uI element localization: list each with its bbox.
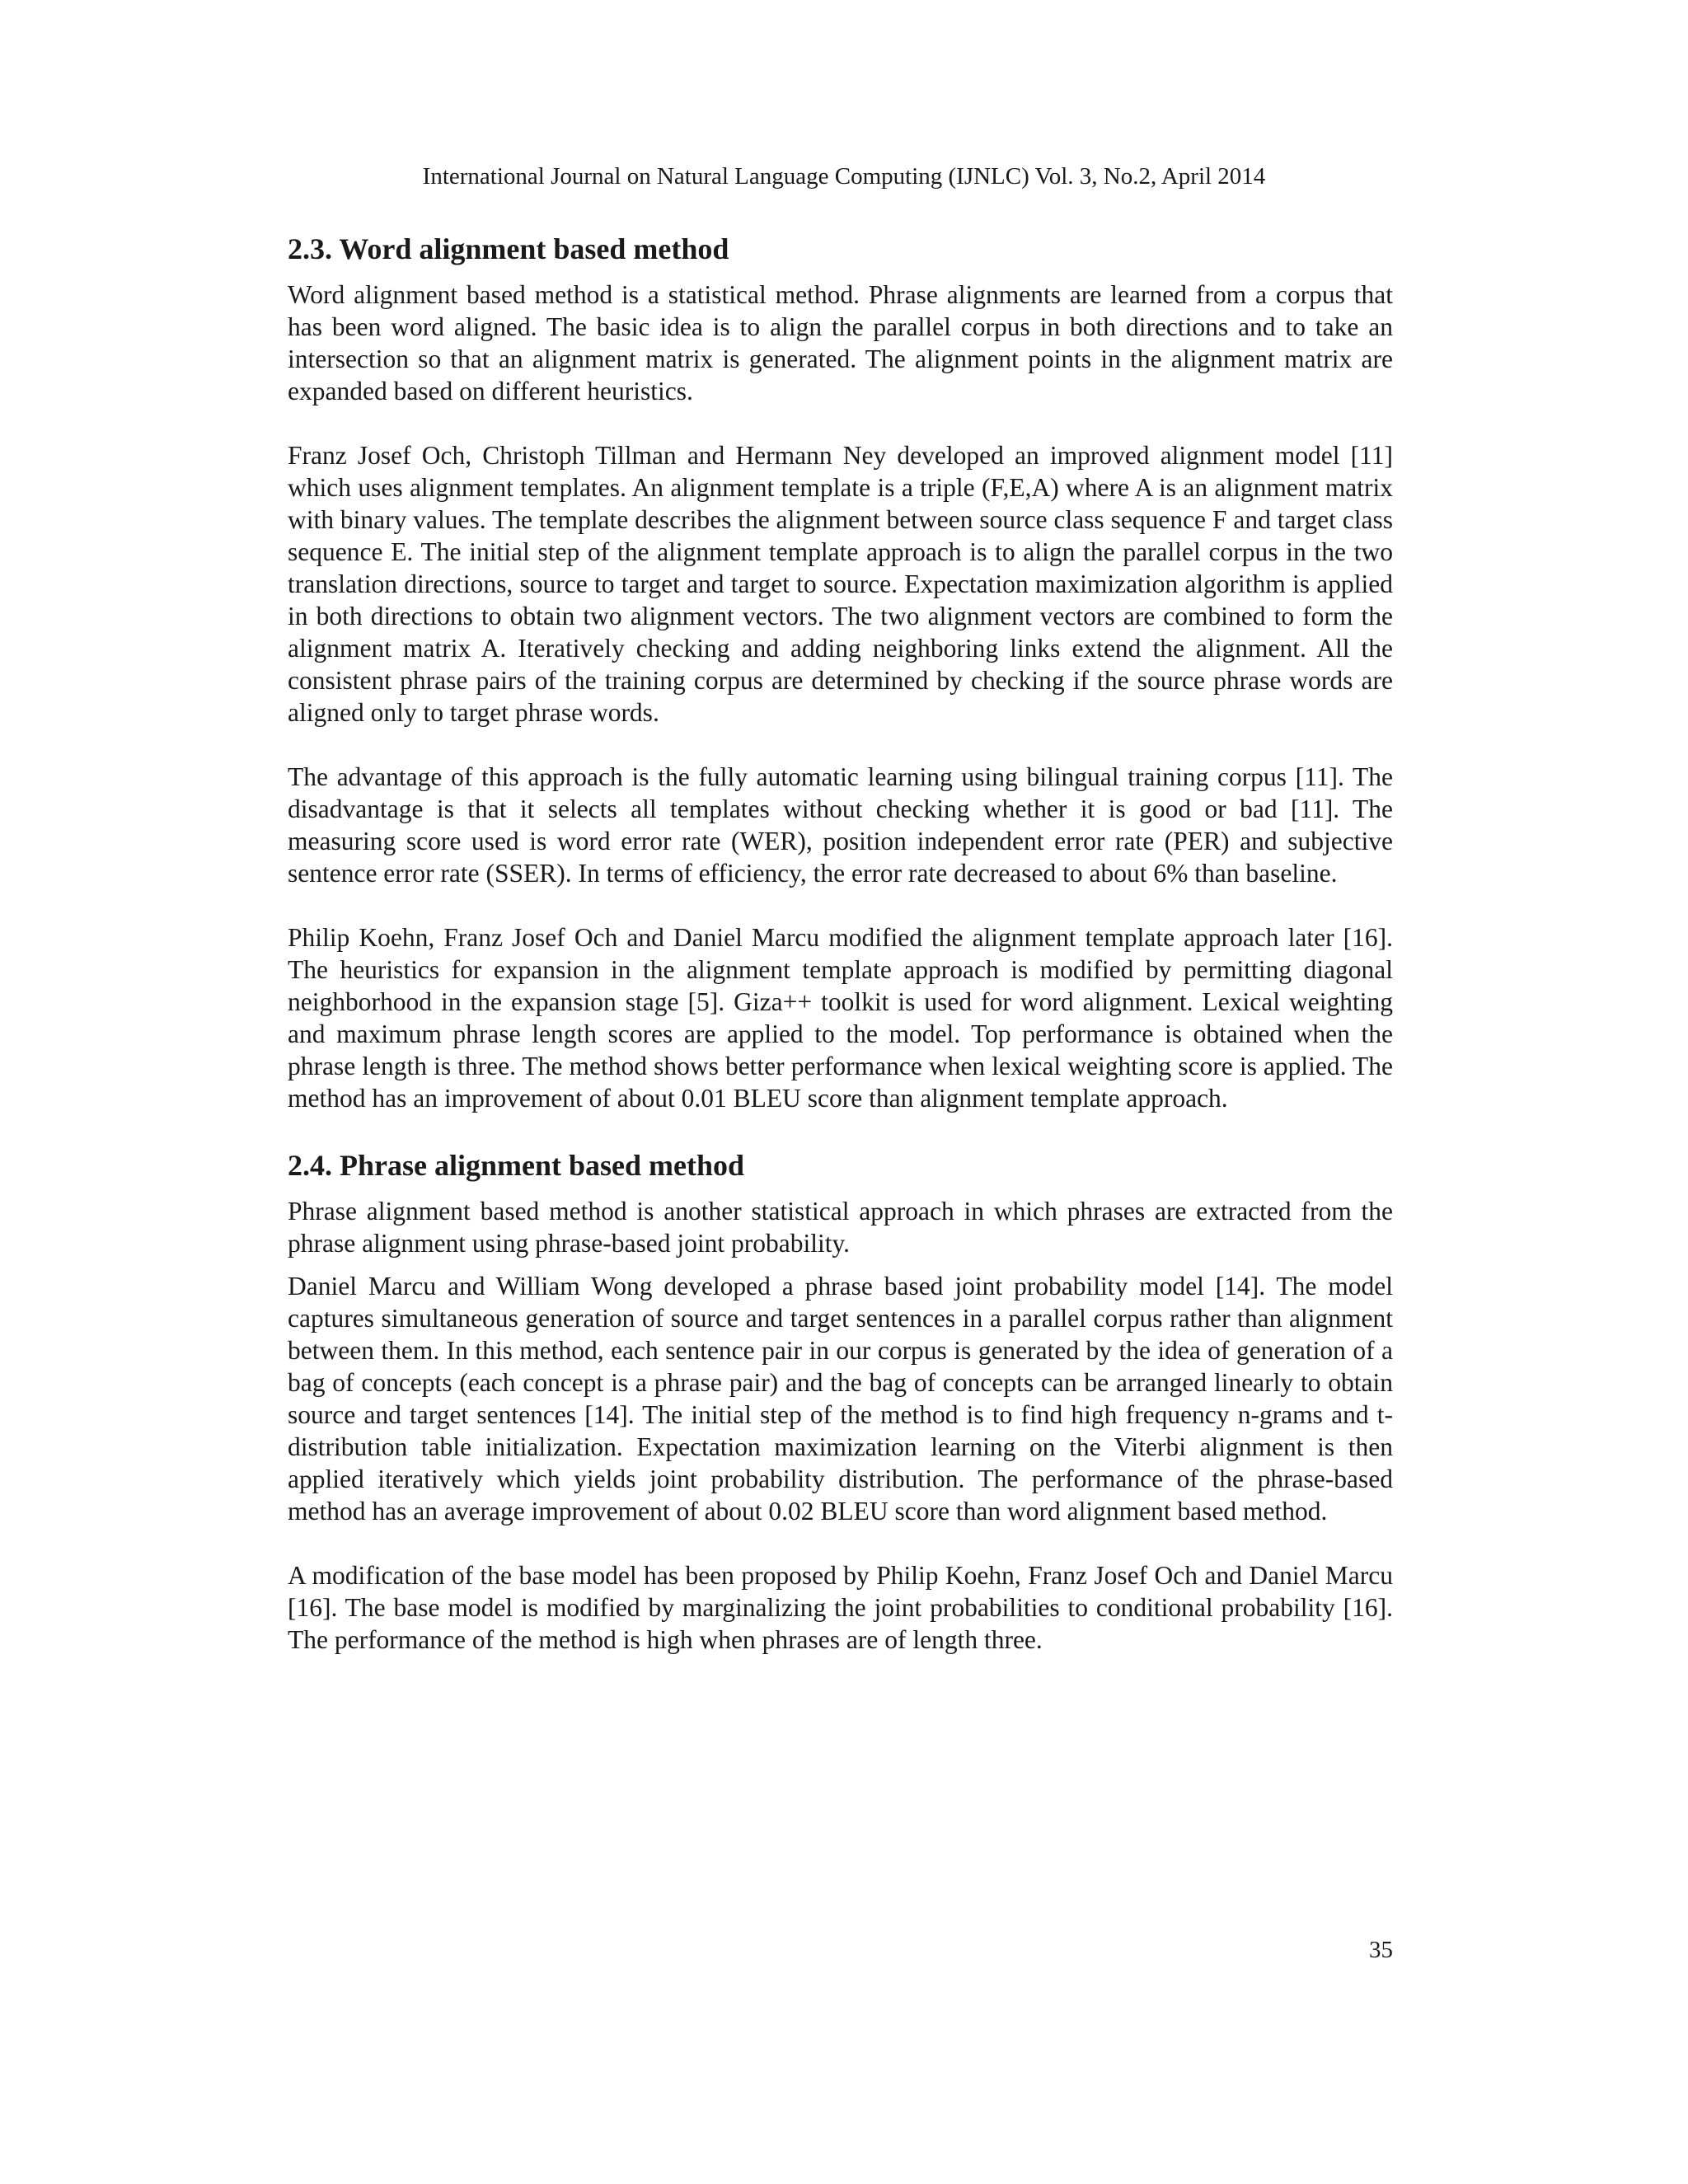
paragraph: Phrase alignment based method is another statistical approach in which phrases are extracted from the phrase alignment using phrase-based joint probability. (288, 1197, 1393, 1258)
section-heading-phrase-alignment: 2.4. Phrase alignment based method (288, 1149, 745, 1182)
running-header: International Journal on Natural Language Computing (IJNLC) Vol. 3, No.2, April 2014 (422, 163, 1266, 190)
paragraph: Daniel Marcu and William Wong developed a phrase based joint probability model [14]. The model captures simultaneous generation of source and target sentences in a parallel corpus rather than alignment between them. In this method, each sentence pair in our corpus is generated by the idea of generation of a bag of concepts (each concept is a phrase pair) and the bag of concepts can be arranged linearly to obtain source and target sentences [14]. The initial step of the method is to find high frequency n-grams and t-distribution table initialization. Expectation maximization learning on the Viterbi alignment is then applied iteratively which yields joint probability distribution. The performance of the phrase-based method has an average improvement of about 0.02 BLEU score than word alignment based method. (288, 1272, 1393, 1526)
paragraph: Word alignment based method is a statistical method. Phrase alignments are learned from a corpus that has been word aligned. The basic idea is to align the parallel corpus in both directions and to take an intersection so that an alignment matrix is generated. The alignment points in the alignment matrix are expanded based on different heuristics. (288, 280, 1393, 405)
paragraph: The advantage of this approach is the fully automatic learning using bilingual training corpus [11]. The disadvantage is that it selects all templates without checking whether it is good or bad [11]. The measuring score used is word error rate (WER), position independent error rate (PER) and subjective sentence error rate (SSER). In terms of efficiency, the error rate decreased to about 6% than baseline. (288, 762, 1393, 888)
page-body (288, 231, 1393, 1656)
paragraph: A modification of the base model has been proposed by Philip Koehn, Franz Josef Och and Daniel Marcu [16]. The base model is modified by marginalizing the joint probabilities to conditional probability [16]. The performance of the method is high when phrases are of length three. (288, 1561, 1393, 1654)
section-heading-word-alignment: 2.3. Word alignment based method (288, 232, 729, 265)
paragraph: Franz Josef Och, Christoph Tillman and Hermann Ney developed an improved alignment model [11] which uses alignment templates. An alignment template is a triple (F,E,A) where A is an alignment matrix with binary values. The template describes the alignment between source class sequence F and target class sequence E. The initial step of the alignment template approach is to align the parallel corpus in the two translation directions, source to target and target to source. Expectation maximization algorithm is applied in both directions to obtain two alignment vectors. The two alignment vectors are combined to form the alignment matrix A. Iteratively checking and adding neighboring links extend the alignment. All the consistent phrase pairs of the training corpus are determined by checking if the source phrase words are aligned only to target phrase words. (288, 441, 1393, 727)
paragraph: Philip Koehn, Franz Josef Och and Daniel Marcu modified the alignment template approach later [16]. The heuristics for expansion in the alignment template approach is modified by permitting diagonal neighborhood in the expansion stage [5]. Giza++ toolkit is used for word alignment. Lexical weighting and maximum phrase length scores are applied to the model. Top performance is obtained when the phrase length is three. The method shows better performance when lexical weighting score is applied. The method has an improvement of about 0.01 BLEU score than alignment template approach. (288, 923, 1393, 1113)
page-number: 35 (1369, 1937, 1393, 1963)
